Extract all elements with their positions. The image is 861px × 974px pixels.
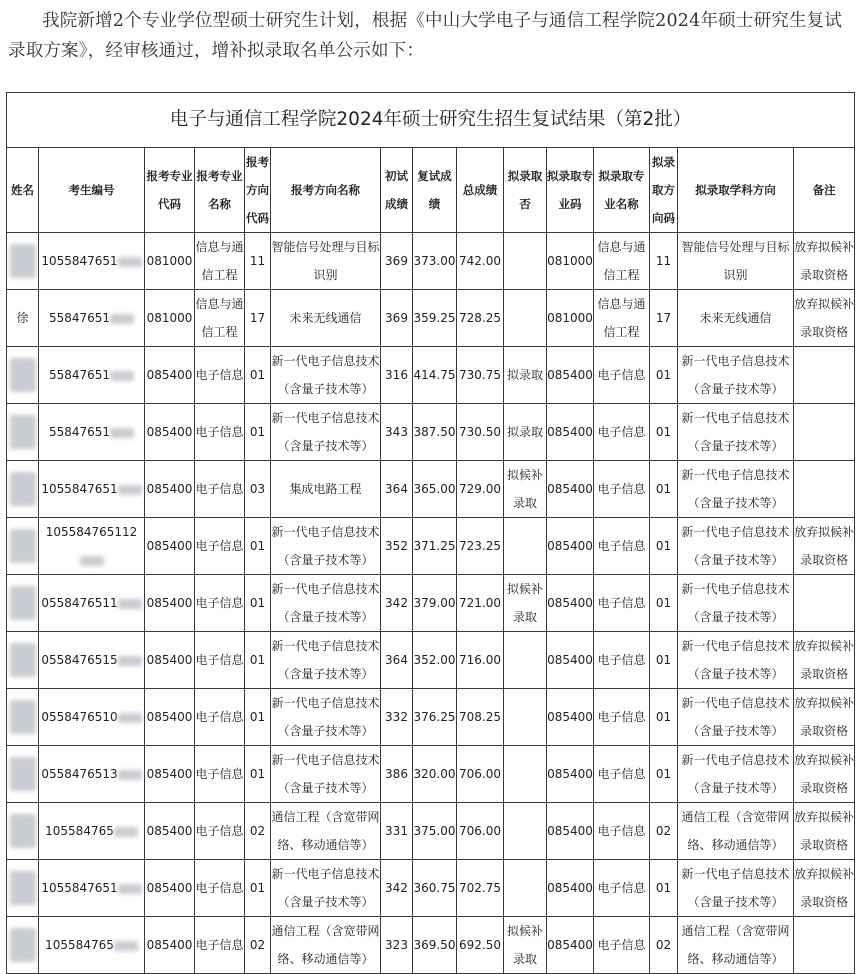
redacted-name [10,643,36,677]
exam-id-text: 1055847651 [41,254,118,268]
cell-total: 742.00 [457,233,504,290]
cell-admit-dir-code: 02 [650,917,678,974]
cell-dir-name: 通信工程（含宽带网络、移动通信等） [271,917,381,974]
cell-major-name: 电子信息 [195,746,245,803]
cell-admit-name: 信息与通信工程 [594,233,650,290]
cell-admit-code: 085400 [547,917,594,974]
cell-admit-dir: 新一代电子信息技术（含量子技术等） [678,575,794,632]
redacted-id [118,770,142,780]
cell-admit [504,803,547,860]
table-row [7,632,855,689]
cell-dir-code: 02 [245,917,271,974]
cell-admit [504,632,547,689]
cell-retest: 387.50 [413,404,457,461]
cell-admit-name: 电子信息 [594,803,650,860]
cell-major-name: 电子信息 [195,575,245,632]
header-admit-dir: 拟录取学科方向 [678,148,794,233]
cell-exam-id [39,518,145,575]
cell-prelim: 352 [381,518,413,575]
cell-dir-name: 新一代电子信息技术（含量子技术等） [271,518,381,575]
cell-major-code: 085400 [145,860,195,917]
cell-admit-name: 电子信息 [594,575,650,632]
cell-total: 716.00 [457,632,504,689]
header-admit-code: 拟录取专业码 [547,148,594,233]
cell-retest: 414.75 [413,347,457,404]
cell-major-name: 电子信息 [195,689,245,746]
redacted-name [10,871,36,905]
redacted-id [118,257,142,267]
cell-admit-dir: 新一代电子信息技术（含量子技术等） [678,860,794,917]
redacted-name [10,529,36,563]
cell-dir-name: 智能信号处理与目标识别 [271,233,381,290]
cell-exam-id [39,689,145,746]
cell-dir-code: 01 [245,575,271,632]
header-total: 总成绩 [457,148,504,233]
cell-remark: 放弃拟候补录取资格 [794,689,855,746]
cell-retest: 369.50 [413,917,457,974]
redacted-id [80,556,104,566]
cell-admit-name: 电子信息 [594,461,650,518]
header-major-code: 报考专业代码 [145,148,195,233]
table-row [7,746,855,803]
cell-name [7,461,39,518]
exam-id-text: 105584765112 [45,525,138,539]
cell-remark: 放弃拟候补录取资格 [794,860,855,917]
cell-admit-dir-code: 01 [650,746,678,803]
header-retest: 复试成绩 [413,148,457,233]
cell-name [7,233,39,290]
cell-admit-dir: 新一代电子信息技术（含量子技术等） [678,404,794,461]
header-major-name: 报考专业名称 [195,148,245,233]
cell-major-code: 081000 [145,233,195,290]
cell-admit-dir-code: 01 [650,860,678,917]
cell-dir-code: 01 [245,689,271,746]
cell-exam-id [39,860,145,917]
table-row [7,518,855,575]
cell-admit [504,746,547,803]
cell-admit-code: 085400 [547,689,594,746]
redacted-id [118,884,142,894]
redacted-id [110,371,134,381]
cell-prelim: 331 [381,803,413,860]
cell-admit-dir-code: 01 [650,347,678,404]
cell-admit [504,290,547,347]
cell-dir-code: 01 [245,746,271,803]
cell-exam-id [39,404,145,461]
exam-id-text: 0558476513 [41,767,118,781]
cell-major-code: 085400 [145,518,195,575]
cell-admit-dir: 新一代电子信息技术（含量子技术等） [678,632,794,689]
cell-exam-id [39,632,145,689]
cell-retest: 375.00 [413,803,457,860]
cell-admit-code: 085400 [547,518,594,575]
redacted-name [10,928,36,962]
cell-major-code: 085400 [145,347,195,404]
cell-major-name: 电子信息 [195,347,245,404]
cell-dir-code: 01 [245,347,271,404]
cell-retest: 360.75 [413,860,457,917]
cell-admit: 拟录取 [504,347,547,404]
cell-name [7,803,39,860]
cell-prelim: 316 [381,347,413,404]
cell-exam-id [39,461,145,518]
cell-major-name: 电子信息 [195,860,245,917]
cell-admit-dir-code: 02 [650,803,678,860]
cell-admit: 拟录取 [504,404,547,461]
cell-major-code: 085400 [145,404,195,461]
cell-major-code: 085400 [145,461,195,518]
cell-name [7,860,39,917]
table-row [7,917,855,974]
cell-admit-name: 电子信息 [594,917,650,974]
cell-admit [504,518,547,575]
cell-dir-name: 通信工程（含宽带网络、移动通信等） [271,803,381,860]
cell-remark: 放弃拟候补录取资格 [794,518,855,575]
cell-name [7,518,39,575]
cell-dir-name: 新一代电子信息技术（含量子技术等） [271,746,381,803]
cell-admit-code: 085400 [547,632,594,689]
exam-id-text: 55847651 [48,425,111,439]
cell-prelim: 342 [381,860,413,917]
cell-retest: 376.25 [413,689,457,746]
cell-prelim: 386 [381,746,413,803]
cell-exam-id [39,347,145,404]
cell-admit-dir-code: 01 [650,575,678,632]
table-row [7,575,855,632]
redacted-id [114,941,138,951]
cell-dir-name: 新一代电子信息技术（含量子技术等） [271,404,381,461]
cell-retest: 365.00 [413,461,457,518]
cell-admit-dir: 新一代电子信息技术（含量子技术等） [678,689,794,746]
cell-retest: 373.00 [413,233,457,290]
cell-remark: 放弃拟候补录取资格 [794,233,855,290]
cell-admit-code: 085400 [547,404,594,461]
redacted-name [10,814,36,848]
exam-id-text: 55847651 [48,311,111,325]
cell-retest: 359.25 [413,290,457,347]
cell-admit [504,689,547,746]
redacted-name [10,472,36,506]
cell-admit-name: 电子信息 [594,518,650,575]
cell-total: 706.00 [457,746,504,803]
cell-prelim: 364 [381,461,413,518]
cell-admit-code: 085400 [547,860,594,917]
cell-admit [504,860,547,917]
cell-admit-name: 电子信息 [594,689,650,746]
cell-remark [794,575,855,632]
cell-exam-id [39,746,145,803]
cell-dir-name: 未来无线通信 [271,290,381,347]
cell-remark [794,347,855,404]
cell-dir-code: 01 [245,860,271,917]
cell-exam-id [39,917,145,974]
cell-major-name: 电子信息 [195,917,245,974]
cell-dir-name: 新一代电子信息技术（含量子技术等） [271,575,381,632]
cell-admit-code: 081000 [547,233,594,290]
cell-name [7,917,39,974]
cell-retest: 320.00 [413,746,457,803]
cell-major-name: 信息与通信工程 [195,290,245,347]
cell-dir-code: 03 [245,461,271,518]
table-row [7,404,855,461]
exam-id-text: 1055847651 [41,881,118,895]
cell-dir-code: 01 [245,518,271,575]
table-row [7,689,855,746]
cell-total: 708.25 [457,689,504,746]
name-text: 徐 [16,311,29,325]
cell-admit-dir: 通信工程（含宽带网络、移动通信等） [678,803,794,860]
redacted-id [110,314,134,324]
cell-admit-name: 电子信息 [594,347,650,404]
redacted-name [10,244,36,278]
cell-total: 692.50 [457,917,504,974]
cell-dir-name: 新一代电子信息技术（含量子技术等） [271,632,381,689]
cell-dir-name: 新一代电子信息技术（含量子技术等） [271,689,381,746]
cell-admit-dir-code: 01 [650,689,678,746]
cell-admit-dir-code: 17 [650,290,678,347]
intro-paragraph: 我院新增2个专业学位型硕士研究生计划，根据《中山大学电子与通信工程学院2024年硕士研究生复试录取方案》，经审核通过，增补拟录取名单公示如下： [8,11,843,61]
cell-remark: 放弃拟候补录取资格 [794,803,855,860]
cell-retest: 352.00 [413,632,457,689]
cell-dir-code: 17 [245,290,271,347]
cell-major-name: 电子信息 [195,518,245,575]
cell-remark [794,404,855,461]
header-admit-dir-code: 拟录取方向码 [650,148,678,233]
cell-prelim: 364 [381,632,413,689]
cell-exam-id [39,233,145,290]
cell-admit-dir-code: 01 [650,632,678,689]
cell-admit-dir: 通信工程（含宽带网络、移动通信等） [678,917,794,974]
cell-prelim: 343 [381,404,413,461]
header-row [7,148,855,233]
cell-admit-dir: 新一代电子信息技术（含量子技术等） [678,347,794,404]
redacted-name [10,700,36,734]
cell-admit-dir-code: 01 [650,461,678,518]
cell-total: 721.00 [457,575,504,632]
cell-admit: 拟候补录取 [504,917,547,974]
cell-admit-code: 085400 [547,461,594,518]
header-dir-code: 报考方向代码 [245,148,271,233]
cell-major-name: 电子信息 [195,404,245,461]
cell-retest: 371.25 [413,518,457,575]
header-dir-name: 报考方向名称 [271,148,381,233]
table-row [7,461,855,518]
redacted-name [10,358,36,392]
table-row [7,347,855,404]
cell-retest: 379.00 [413,575,457,632]
cell-major-name: 电子信息 [195,632,245,689]
cell-admit [504,233,547,290]
cell-name [7,632,39,689]
redacted-name [10,586,36,620]
redacted-id [118,656,142,666]
cell-name [7,347,39,404]
cell-admit-code: 085400 [547,746,594,803]
header-name: 姓名 [7,148,39,233]
cell-admit-dir-code: 01 [650,404,678,461]
cell-admit-name: 电子信息 [594,860,650,917]
header-admit: 拟录取否 [504,148,547,233]
cell-dir-name: 新一代电子信息技术（含量子技术等） [271,860,381,917]
redacted-name [10,415,36,449]
cell-admit-name: 电子信息 [594,746,650,803]
cell-total: 730.50 [457,404,504,461]
results-table [6,92,855,974]
cell-total: 706.00 [457,803,504,860]
cell-major-code: 085400 [145,575,195,632]
cell-admit: 拟候补录取 [504,461,547,518]
cell-prelim: 342 [381,575,413,632]
cell-total: 723.25 [457,518,504,575]
cell-total: 729.00 [457,461,504,518]
cell-prelim: 369 [381,290,413,347]
header-exam-id: 考生编号 [39,148,145,233]
header-admit-name: 拟录取专业名称 [594,148,650,233]
exam-id-text: 1055847651 [41,482,118,496]
cell-major-code: 085400 [145,689,195,746]
redacted-id [118,485,142,495]
cell-name [7,404,39,461]
cell-name [7,575,39,632]
table-row [7,860,855,917]
cell-admit-name: 电子信息 [594,632,650,689]
cell-major-name: 电子信息 [195,461,245,518]
cell-dir-code: 11 [245,233,271,290]
cell-prelim: 332 [381,689,413,746]
cell-major-code: 085400 [145,917,195,974]
cell-exam-id [39,803,145,860]
cell-exam-id [39,575,145,632]
cell-admit-dir: 新一代电子信息技术（含量子技术等） [678,518,794,575]
redacted-name [10,757,36,791]
cell-major-code: 085400 [145,746,195,803]
cell-admit-code: 085400 [547,347,594,404]
cell-admit-code: 085400 [547,575,594,632]
cell-total: 702.75 [457,860,504,917]
cell-admit-dir: 新一代电子信息技术（含量子技术等） [678,461,794,518]
cell-admit: 拟候补录取 [504,575,547,632]
redacted-id [110,428,134,438]
cell-admit-code: 081000 [547,290,594,347]
exam-id-text: 0558476515 [41,653,118,667]
cell-name [7,746,39,803]
cell-name [7,290,39,347]
cell-dir-code: 02 [245,803,271,860]
cell-total: 728.25 [457,290,504,347]
exam-id-text: 105584765 [45,824,114,838]
cell-remark: 放弃拟候补录取资格 [794,290,855,347]
cell-prelim: 323 [381,917,413,974]
cell-dir-name: 集成电路工程 [271,461,381,518]
cell-admit-dir: 智能信号处理与目标识别 [678,233,794,290]
cell-admit-dir-code: 01 [650,518,678,575]
cell-major-code: 081000 [145,290,195,347]
exam-id-text: 55847651 [48,368,111,382]
redacted-id [114,827,138,837]
redacted-id [118,599,142,609]
cell-total: 730.75 [457,347,504,404]
cell-admit-dir-code: 11 [650,233,678,290]
cell-exam-id [39,290,145,347]
redacted-id [118,713,142,723]
cell-remark: 放弃拟候补录取资格 [794,632,855,689]
cell-major-code: 085400 [145,632,195,689]
cell-admit-code: 085400 [547,803,594,860]
exam-id-text: 0558476510 [41,710,118,724]
cell-admit-name: 电子信息 [594,404,650,461]
exam-id-text: 0558476511 [41,596,118,610]
cell-prelim: 369 [381,233,413,290]
cell-dir-code: 01 [245,632,271,689]
cell-dir-name: 新一代电子信息技术（含量子技术等） [271,347,381,404]
cell-admit-dir: 未来无线通信 [678,290,794,347]
header-remark: 备注 [794,148,855,233]
cell-dir-code: 01 [245,404,271,461]
table-row [7,803,855,860]
cell-name [7,689,39,746]
table-title: 电子与通信工程学院2024年硕士研究生招生复试结果（第2批） [7,93,855,148]
header-prelim: 初试成绩 [381,148,413,233]
cell-major-name: 电子信息 [195,803,245,860]
table-row [7,233,855,290]
cell-major-code: 085400 [145,803,195,860]
cell-remark [794,461,855,518]
cell-admit-name: 信息与通信工程 [594,290,650,347]
cell-admit-dir: 新一代电子信息技术（含量子技术等） [678,746,794,803]
cell-remark: 放弃拟候补录取资格 [794,746,855,803]
exam-id-text: 105584765 [45,938,114,952]
cell-major-name: 信息与通信工程 [195,233,245,290]
table-row [7,290,855,347]
cell-remark [794,917,855,974]
